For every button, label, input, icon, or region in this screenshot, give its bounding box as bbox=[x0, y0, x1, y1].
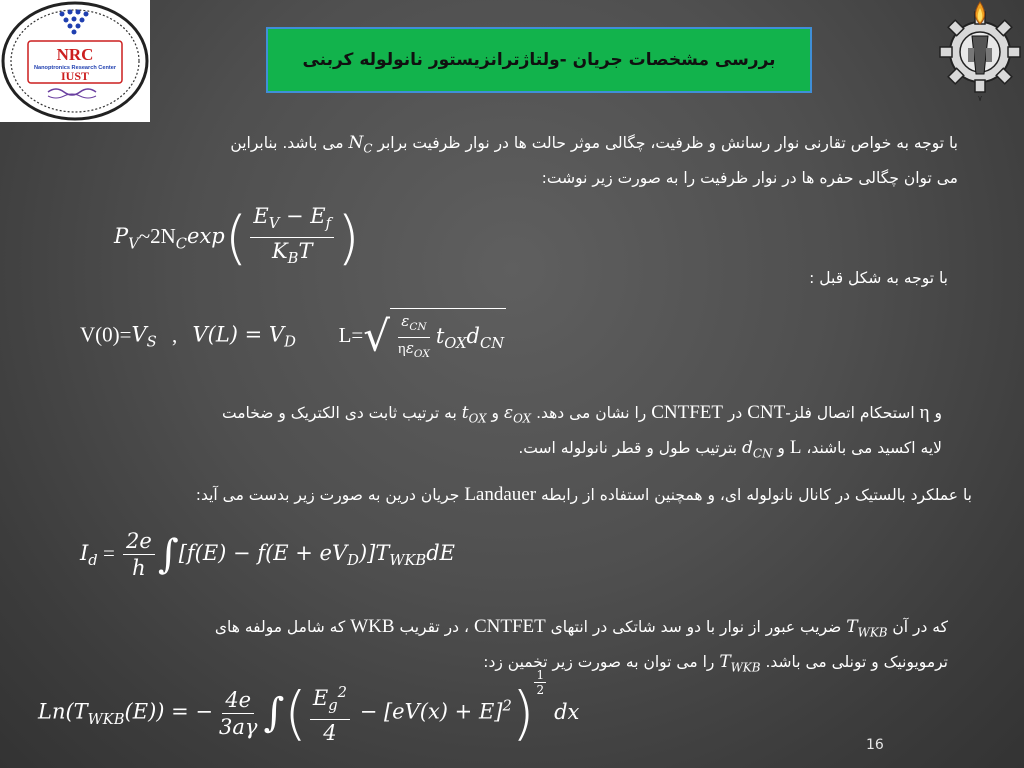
prior-figure-text: با توجه به شکل قبل : bbox=[809, 269, 948, 287]
p3-eps: ε bbox=[503, 403, 514, 423]
bc-l-lead: L= bbox=[338, 322, 364, 347]
pv-nc-sub: C bbox=[175, 235, 188, 253]
bc-eps-fraction bbox=[395, 311, 433, 364]
svg-text:٧: ٧ bbox=[977, 94, 983, 103]
p3-text-4: به ترتیب ثابت دی الکتریک و ضخامت bbox=[222, 404, 457, 422]
tw-lhs-2: (E)) = − bbox=[124, 699, 213, 724]
nc-subscript: C bbox=[363, 141, 373, 156]
pv-ef-sub: f bbox=[325, 215, 332, 233]
tw-square: 2 bbox=[502, 697, 512, 715]
tw-lhs-sub: WKB bbox=[87, 710, 125, 728]
tw-fraction bbox=[216, 687, 260, 740]
bc-eps-num bbox=[398, 311, 429, 338]
p3-d-sub: CN bbox=[752, 446, 773, 461]
bc-sqrt-body bbox=[390, 308, 506, 364]
pv-lhs: P bbox=[114, 224, 129, 249]
pv-kb-sub: B bbox=[287, 250, 299, 268]
intro-line-2: می توان چگالی حفره ها در نوار ظرفیت را به صورت زیر نوشت: bbox=[541, 169, 958, 188]
pv-ef: − E bbox=[279, 204, 326, 228]
id-numerator: 2e bbox=[123, 528, 155, 555]
tw-left-paren: ( bbox=[284, 679, 307, 748]
p3-eta: η bbox=[919, 402, 930, 423]
pv-exp: exp bbox=[187, 224, 225, 249]
bc-vl: V(L) = V bbox=[192, 322, 285, 347]
id-body-sub: D bbox=[347, 552, 359, 570]
tw-inner-den: 4 bbox=[323, 721, 337, 746]
boundary-equation bbox=[80, 308, 506, 364]
bc-dcn-sub: CN bbox=[479, 335, 505, 353]
twkb-paragraph bbox=[68, 612, 948, 683]
intro-text-2: می باشد. بنابراین bbox=[230, 134, 344, 152]
tw-eg: E bbox=[312, 686, 329, 710]
id-equals: = bbox=[97, 541, 121, 565]
bc-eps-cn-sub: CN bbox=[409, 321, 427, 333]
logo-iust-text: IUST bbox=[60, 69, 90, 83]
twkb-equation bbox=[38, 668, 580, 748]
bc-vs: V bbox=[131, 322, 147, 347]
iust-emblem-icon bbox=[936, 0, 1024, 104]
p3-d: d bbox=[742, 438, 753, 459]
p5-t2-sub: WKB bbox=[730, 660, 761, 675]
bc-eps-ox: ε bbox=[405, 339, 414, 357]
tw-minus-term: − [eV(x) + E] bbox=[353, 699, 503, 724]
tw-exp-den: 2 bbox=[536, 683, 545, 697]
p5-t2: T bbox=[719, 652, 731, 673]
p3-text-5: لایه اکسید می باشند، bbox=[806, 439, 942, 458]
id-lhs: I bbox=[80, 541, 89, 565]
pv-right-paren: ) bbox=[337, 203, 360, 272]
p3-d-cn bbox=[742, 438, 773, 461]
p4-text-2: جریان درین به صورت زیر بدست می آید: bbox=[195, 486, 460, 504]
p5-text-4: که شامل مولفه های bbox=[214, 618, 346, 636]
tw-eg-sup: 2 bbox=[337, 684, 348, 701]
tw-right-paren: ) bbox=[511, 679, 535, 748]
tw-denominator: 3aγ bbox=[219, 714, 258, 739]
p3-cntfet: CNTFET bbox=[651, 402, 723, 423]
page-number: 16 bbox=[866, 737, 884, 753]
id-lhs-sub: d bbox=[88, 552, 98, 570]
p3-cnt: CNT bbox=[747, 402, 786, 423]
p5-text-2: ضریب عبور از نوار با دو سد شاتکی در انتهای bbox=[550, 618, 842, 636]
nrc-logo-graphic bbox=[0, 0, 150, 122]
slide-title: بررسی مشخصات جریان -ولتاژترانزیستور نانولوله کربنی bbox=[266, 27, 812, 93]
parameters-line-1 bbox=[82, 398, 942, 433]
p4-landauer: Landauer bbox=[464, 484, 537, 505]
bc-eps-den bbox=[395, 338, 433, 364]
tw-inner-num bbox=[310, 680, 350, 720]
bc-dcn: d bbox=[466, 324, 480, 348]
tw-inner-fraction bbox=[310, 680, 350, 746]
nc-symbol bbox=[348, 133, 373, 156]
pv-tilde: ~2N bbox=[138, 224, 176, 249]
logo-ring-text: Nanoptronics Research Center bbox=[33, 65, 117, 71]
bc-eta: η bbox=[398, 341, 406, 357]
drain-current-equation bbox=[80, 528, 455, 581]
bc-comma: , bbox=[166, 322, 183, 347]
pv-kb: K bbox=[271, 239, 288, 264]
intro-line-1 bbox=[78, 128, 958, 163]
p3-eps-ox bbox=[503, 403, 532, 426]
bc-tox-sub: OX bbox=[444, 335, 467, 353]
pv-left-paren: ( bbox=[224, 203, 248, 272]
p3-eps-sub: OX bbox=[513, 411, 532, 426]
parameters-paragraph bbox=[82, 398, 942, 469]
intro-text-1: با توجه به خواص تقارنی نوار رسانش و ظرفیت، چگالی موثر حالت ها در نوار ظرفیت برابر bbox=[377, 134, 958, 152]
p3-and-1: و bbox=[934, 404, 942, 422]
bc-v0: V(0)= bbox=[80, 322, 132, 347]
intro-paragraph bbox=[78, 128, 958, 193]
id-denominator: h bbox=[132, 556, 146, 580]
pv-numerator bbox=[250, 203, 334, 238]
tw-dx: dx bbox=[554, 699, 580, 724]
p3-t-sub: OX bbox=[468, 411, 487, 426]
twkb-line-2 bbox=[68, 647, 948, 682]
pv-equation bbox=[114, 203, 360, 272]
pv-ev-sub: V bbox=[268, 215, 280, 233]
p5-text-1: که در آن bbox=[892, 618, 948, 636]
tw-exp-num: 1 bbox=[536, 668, 545, 682]
p3-l: L bbox=[789, 437, 802, 459]
tw-half-exponent bbox=[534, 668, 546, 697]
bc-vs-sub: S bbox=[146, 333, 157, 351]
p5-twkb-2 bbox=[719, 652, 761, 675]
id-twkb-sub: WKB bbox=[389, 552, 427, 570]
p5-text-3: ، در تقریب bbox=[399, 618, 469, 636]
bc-sqrt-icon: √ bbox=[363, 311, 390, 361]
nrc-iust-logo bbox=[0, 0, 150, 122]
p3-and-3: و bbox=[777, 439, 785, 458]
p5-t-sub: WKB bbox=[857, 625, 888, 640]
tw-eg-sub: g bbox=[328, 697, 338, 715]
bc-tox: t bbox=[435, 324, 445, 348]
pv-ev: E bbox=[253, 204, 269, 228]
bc-vl-sub: D bbox=[284, 333, 296, 351]
p5-text-6: را می توان به صورت زیر تخمین زد: bbox=[483, 653, 715, 672]
p3-and-2: و bbox=[491, 404, 500, 422]
p5-cntfet: CNTFET bbox=[473, 616, 546, 637]
bc-eps-ox-sub: OX bbox=[413, 348, 430, 360]
parameters-line-2 bbox=[82, 433, 942, 468]
landauer-paragraph bbox=[72, 480, 972, 510]
id-de: dE bbox=[426, 541, 455, 565]
p3-text-1: استحکام اتصال فلز- bbox=[785, 404, 915, 422]
id-fraction bbox=[123, 528, 155, 581]
nc-letter: N bbox=[348, 133, 364, 153]
pv-lhs-sub: V bbox=[128, 235, 139, 253]
p5-t: T bbox=[846, 617, 858, 637]
tw-numerator: 4e bbox=[222, 687, 254, 714]
p3-text-6: بترتیب طول و قطر نانولوله است. bbox=[518, 439, 738, 458]
p3-text-3: را نشان می دهد. bbox=[536, 404, 647, 422]
p5-text-5: ترمویونیک و تونلی می باشد. bbox=[765, 653, 948, 672]
tw-lhs: Ln(T bbox=[38, 699, 88, 724]
pv-denominator bbox=[269, 238, 316, 272]
p5-wkb: WKB bbox=[350, 616, 395, 637]
id-body-2: )]T bbox=[358, 541, 390, 565]
p3-text-2: در bbox=[727, 404, 743, 422]
logo-nrc-text: NRC bbox=[56, 45, 94, 64]
pv-fraction bbox=[250, 203, 334, 272]
tw-integral-icon: ∫ bbox=[263, 690, 285, 737]
pv-t: T bbox=[298, 239, 313, 264]
p3-t-ox bbox=[461, 403, 487, 426]
p5-twkb bbox=[846, 617, 888, 640]
twkb-line-1 bbox=[68, 612, 948, 647]
id-integral-icon: ∫ bbox=[157, 531, 179, 578]
id-body: [f(E) − f(E + eV bbox=[178, 541, 348, 565]
bc-eps-cn: ε bbox=[401, 312, 410, 330]
p3-t: t bbox=[461, 403, 469, 423]
p4-text-1: با عملکرد بالستیک در کانال نانولوله ای، و همچنین استفاده از رابطه bbox=[540, 486, 972, 504]
